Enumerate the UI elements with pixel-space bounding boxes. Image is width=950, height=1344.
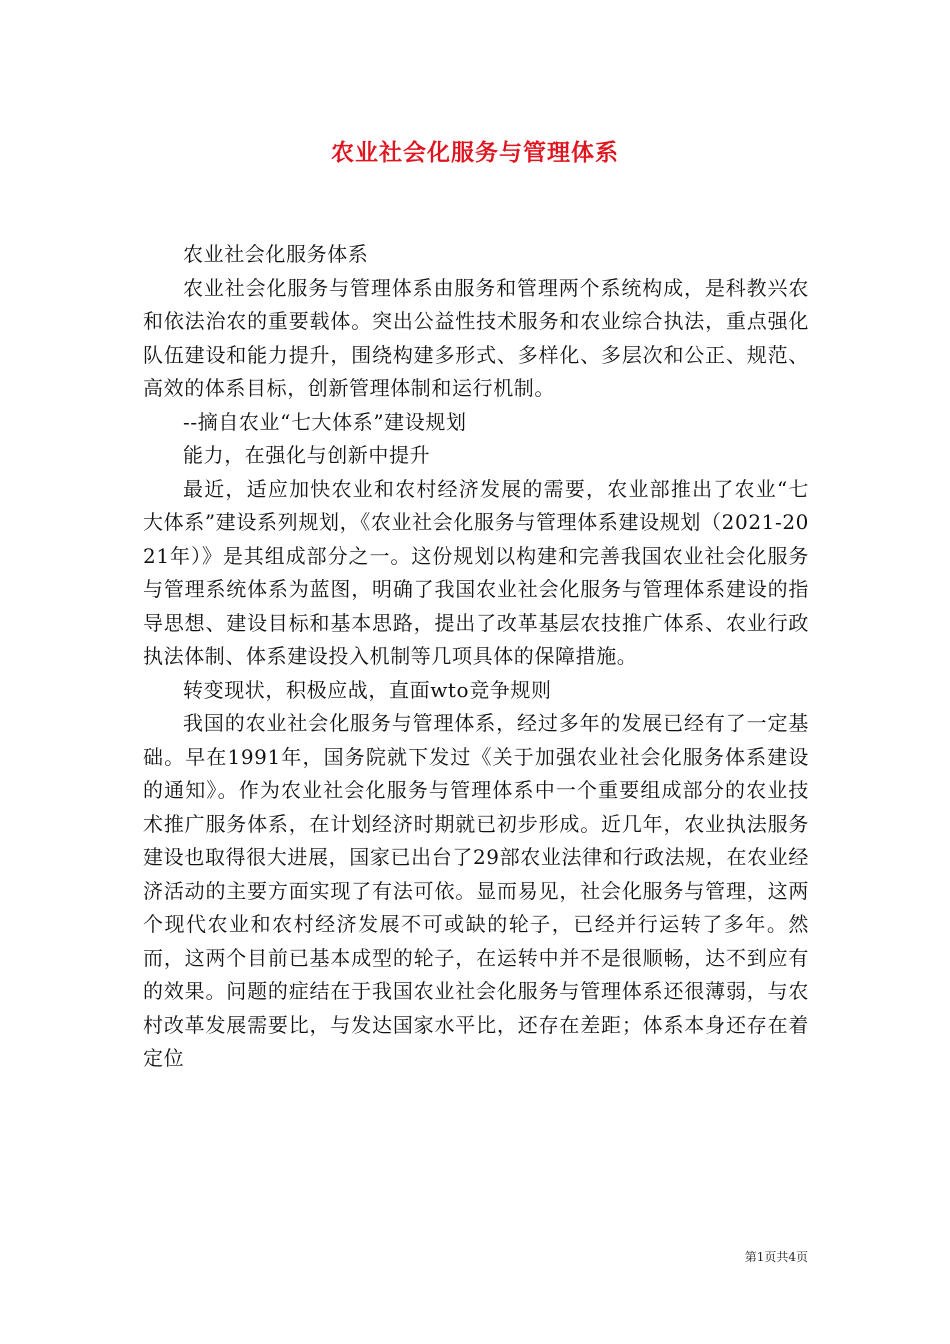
paragraph: 最近，适应加快农业和农村经济发展的需要，农业部推出了农业“七大体系”建设系列规划，《农业社会化服务与管理体系建设规划（2021-2021年）》是其组成部分之一。这份规划以构建和完善我国农业社会化服务与管理系统体系为蓝图，明确了我国农业社会化服务与管理体系建设的指导思想、建设目标和基本思路，提出了改革基层农技推广体系、农业行政执法体制、体系建设投入机制等几项具体的保障措施。 bbox=[143, 476, 809, 668]
paragraph: 农业社会化服务与管理体系由服务和管理两个系统构成，是科教兴农和依法治农的重要载体。突出公益性技术服务和农业综合执法，重点强化队伍建设和能力提升，围绕构建多形式、多样化、多层次和公正、规范、高效的体系目标，创新管理体制和运行机制。 bbox=[143, 275, 809, 400]
document-body bbox=[143, 238, 809, 1076]
section-heading: 农业社会化服务体系 bbox=[183, 242, 369, 266]
paragraph: 我国的农业社会化服务与管理体系，经过多年的发展已经有了一定基础。早在1991年，国务院就下发过《关于加强农业社会化服务体系建设的通知》。作为农业社会化服务与管理体系中一个重要组成部分的农业技术推广服务体系，在计划经济时期就已初步形成。近几年，农业执法服务建设也取得很大进展，国家已出台了29部农业法律和行政法规，在农业经济活动的主要方面实现了有法可依。显而易见，社会化服务与管理，这两个现代农业和农村经济发展不可或缺的轮子，已经并行运转了多年。然而，这两个目前已基本成型的轮子，在运转中并不是很顺畅，达不到应有的效果。问题的症结在于我国农业社会化服务与管理体系还很薄弱，与农村改革发展需要比，与发达国家水平比，还存在差距；体系本身还存在着定位 bbox=[143, 711, 809, 1070]
page-number: 第1页共4页 bbox=[744, 1250, 808, 1264]
document-title: 农业社会化服务与管理体系 bbox=[331, 139, 619, 166]
source-note: --摘自农业“七大体系”建设规划 bbox=[183, 409, 467, 434]
section-heading: 能力，在强化与创新中提升 bbox=[183, 443, 431, 467]
section-heading: 转变现状，积极应战，直面wto竞争规则 bbox=[183, 677, 552, 702]
